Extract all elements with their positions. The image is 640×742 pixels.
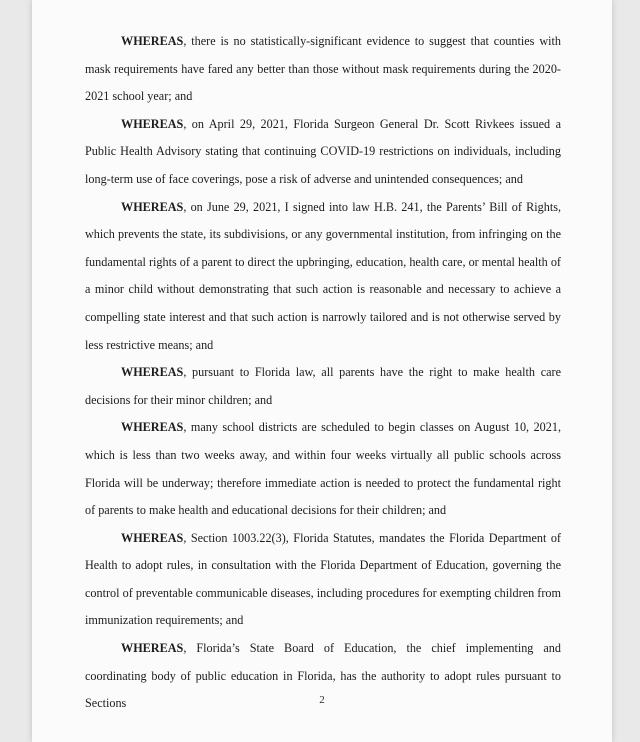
- document-body: [85, 28, 561, 718]
- paragraph-text: , Florida’s State Board of Education, the chief implementing and coordinating body of public education in Florida, has the authority to adopt rules pursuant to Sections: [85, 641, 561, 711]
- whereas-paragraph: [85, 194, 561, 360]
- whereas-keyword: WHEREAS: [121, 530, 184, 545]
- whereas-keyword: WHEREAS: [121, 34, 184, 48]
- paragraph-text: , there is no statistically-significant evidence to suggest that counties with mask requirements have fared any better than those without mask requirements during the 2020-2021 school year; and: [85, 34, 561, 104]
- paragraph-text: , Section 1003.22(3), Florida Statutes, mandates the Florida Department of Health to adopt rules, in consultation with the Florida Department of Education, governing the control of preventable communicable diseases, including procedures for exempting children from immunization requirements; and: [85, 530, 561, 628]
- whereas-paragraph: [85, 414, 561, 524]
- paragraph-text: , many school districts are scheduled to begin classes on August 10, 2021, which is less than two weeks away, and within four weeks virtually all public schools across Florida will be underway; therefore immediate action is needed to protect the fundamental right of parents to make health and educational decisions for their children; and: [85, 420, 561, 518]
- paragraph-text: , on June 29, 2021, I signed into law H.B. 241, the Parents’ Bill of Rights, which prevents the state, its subdivisions, or any governmental institution, from infringing on the fundamental rights of a parent to direct the upbringing, education, health care, or mental health of a minor child without demonstrating that such action is reasonable and necessary to achieve a compelling state interest and that such action is narrowly tailored and is not otherwise served by less restrictive means; and: [85, 199, 561, 352]
- whereas-paragraph: [85, 111, 561, 194]
- paragraph-text: , pursuant to Florida law, all parents have the right to make health care decisions for their minor children; and: [85, 365, 561, 407]
- document-page: [32, 0, 612, 742]
- paragraph-text: , on April 29, 2021, Florida Surgeon General Dr. Scott Rivkees issued a Public Health Advisory stating that continuing COVID-19 restrictions on individuals, including long-term use of face coverings, pose a risk of adverse and unintended consequences; and: [85, 116, 561, 186]
- whereas-paragraph: [85, 28, 561, 111]
- whereas-keyword: WHEREAS: [121, 116, 184, 131]
- whereas-paragraph: [85, 359, 561, 414]
- whereas-keyword: WHEREAS: [121, 199, 184, 214]
- page-number: 2: [319, 694, 325, 706]
- whereas-keyword: WHEREAS: [121, 365, 184, 380]
- whereas-paragraph: [85, 525, 561, 635]
- whereas-keyword: WHEREAS: [121, 641, 184, 656]
- whereas-keyword: WHEREAS: [121, 420, 184, 435]
